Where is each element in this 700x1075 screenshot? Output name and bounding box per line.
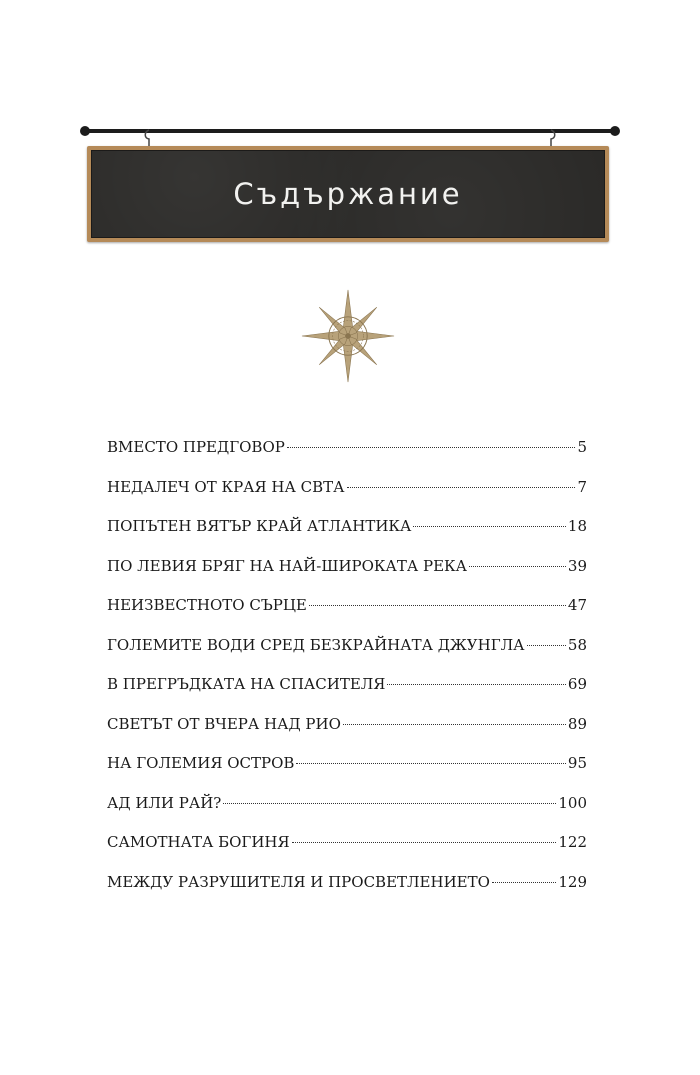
toc-entry-page: 100 [558, 793, 587, 812]
toc-leader-dots [413, 526, 566, 527]
toc-entry-page: 95 [567, 754, 587, 772]
toc-entry-page: 69 [567, 675, 587, 693]
toc-entry[interactable] [107, 873, 587, 913]
compass-rose-icon [300, 288, 396, 384]
toc-entry-title: ПО ЛЕВИЯ БРЯГ НА НАЙ-ШИРОКАТА РЕКА [107, 556, 468, 575]
toc-entry-title: СВЕТЪТ ОТ ВЧЕРА НАД РИО [107, 714, 341, 733]
toc-entry[interactable] [107, 754, 587, 794]
signboard-panel [91, 150, 605, 238]
toc-entry[interactable] [107, 596, 587, 636]
toc-entry-title: ПОПЪТЕН ВЯТЪР КРАЙ АТЛАНТИКА [107, 517, 412, 535]
toc-entry-page: 129 [558, 872, 587, 891]
toc-entry-page: 122 [558, 833, 587, 851]
toc-entry[interactable] [107, 794, 587, 834]
toc-leader-dots [469, 566, 566, 567]
toc-leader-dots [347, 487, 576, 488]
toc-entry-title: НЕДАЛЕЧ ОТ КРАЯ НА СВТА [107, 477, 345, 496]
toc-entry[interactable] [107, 478, 587, 518]
toc-leader-dots [287, 447, 576, 448]
toc-entry[interactable] [107, 675, 587, 715]
toc-leader-dots [492, 882, 556, 883]
toc-entry[interactable] [107, 517, 587, 557]
toc-entry-title: ГОЛЕМИТЕ ВОДИ СРЕД БЕЗКРАЙНАТА ДЖУНГЛА [107, 635, 525, 654]
toc-entry-title: НЕИЗВЕСТНОТО СЪРЦЕ [107, 596, 307, 614]
toc-leader-dots [309, 605, 566, 606]
toc-entry-page: 7 [577, 477, 587, 496]
toc-entry-page: 5 [577, 438, 587, 456]
toc-entry-page: 18 [567, 517, 587, 535]
sign-rod [80, 124, 620, 138]
toc-entry-title: АД ИЛИ РАЙ? [107, 793, 222, 812]
toc-entry[interactable] [107, 833, 587, 873]
toc-entry-title: САМОТНАТА БОГИНЯ [107, 833, 290, 851]
toc-entry-title: В ПРЕГРЪДКАТА НА СПАСИТЕЛЯ [107, 675, 386, 693]
toc-entry-page: 89 [567, 714, 587, 733]
toc-entry-page: 58 [567, 635, 587, 654]
toc-entry[interactable] [107, 438, 587, 478]
toc-entry-page: 39 [567, 556, 587, 575]
toc-leader-dots [387, 684, 565, 685]
toc-entry[interactable] [107, 636, 587, 676]
toc-entry[interactable] [107, 715, 587, 755]
toc-leader-dots [527, 645, 566, 646]
toc-leader-dots [343, 724, 566, 725]
toc-entry[interactable] [107, 557, 587, 597]
toc-entry-page: 47 [567, 596, 587, 614]
toc-entry-title: МЕЖДУ РАЗРУШИТЕЛЯ И ПРОСВЕТЛЕНИЕТО [107, 872, 490, 891]
toc-leader-dots [296, 763, 565, 764]
table-of-contents [107, 438, 587, 912]
toc-entry-title: ВМЕСТО ПРЕДГОВОР [107, 438, 285, 456]
page-title: Съдържание [233, 177, 463, 211]
toc-leader-dots [292, 842, 557, 843]
toc-leader-dots [223, 803, 556, 804]
toc-entry-title: НА ГОЛЕМИЯ ОСТРОВ [107, 754, 295, 772]
title-signboard [87, 146, 609, 242]
